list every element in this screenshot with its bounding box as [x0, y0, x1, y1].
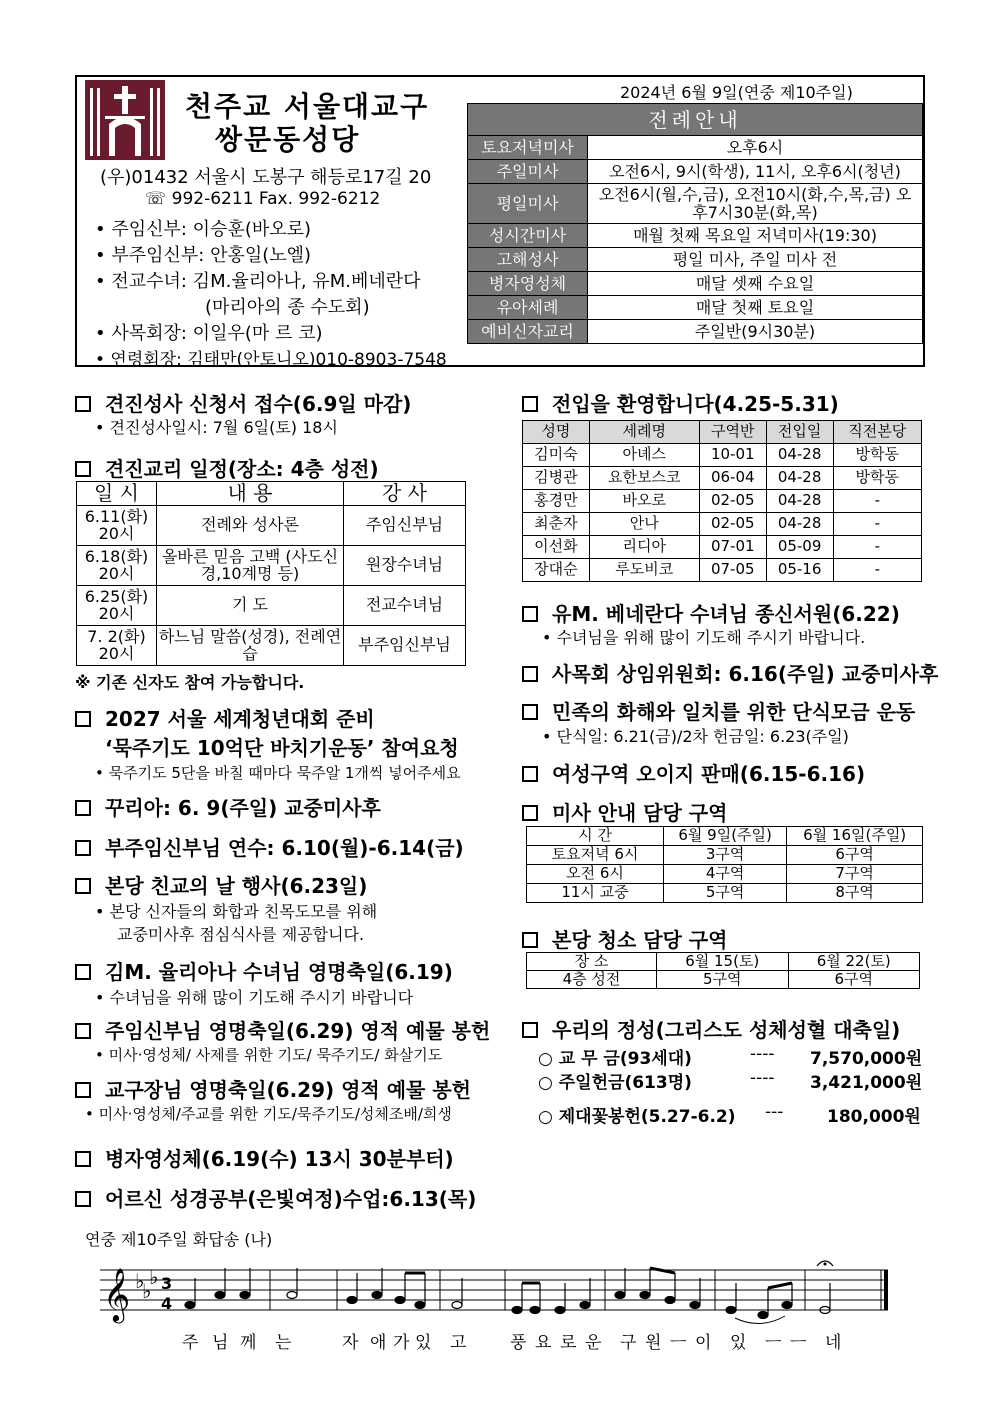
- table-header: 전입일: [766, 421, 833, 444]
- offering-dash: ---: [765, 1102, 784, 1122]
- table-header: 6월 9일(주일): [664, 827, 787, 846]
- table-header: 내 용: [157, 482, 344, 506]
- lyrics-line: [0, 1328, 992, 1352]
- table-header: 시 간: [527, 827, 664, 846]
- table-cell: 최춘자: [523, 513, 590, 536]
- checkbox-icon: [75, 711, 91, 727]
- liturgy-title: 전례안내: [468, 104, 923, 136]
- psalm-caption: 연중 제10주일 화답송 (나): [85, 1230, 273, 1249]
- table-cell: 기 도: [157, 586, 344, 626]
- table-cell: 요한보스코: [589, 467, 699, 490]
- lyric-syllable: 있: [415, 1333, 432, 1353]
- fellowship-note-1: • 본당 신자들의 화합과 친목도모를 위해: [95, 902, 378, 921]
- table-cell: 06-04: [699, 467, 766, 490]
- lyric-syllable: 주: [182, 1333, 199, 1353]
- church-name-line2: 쌍문동성당: [215, 123, 361, 156]
- section-mass-guide: 미사 안내 담당 구역: [522, 797, 727, 826]
- table-cell: 05-09: [766, 536, 833, 559]
- table-cell: 04-28: [766, 513, 833, 536]
- checkbox-icon: [522, 704, 538, 720]
- table-header: 강 사: [344, 482, 466, 506]
- table-cell: 홍경만: [523, 490, 590, 513]
- confirmation-schedule-table: [76, 481, 466, 666]
- liturgy-label: 예비신자교리: [468, 320, 588, 344]
- mass-guide-table: [526, 826, 923, 903]
- section-welcome-newcomers: 전입을 환영합니다(4.25-5.31): [522, 388, 839, 417]
- table-cell: 하느님 말씀(성경), 전례연습: [157, 626, 344, 666]
- table-cell: 토요저녁 6시: [527, 846, 664, 865]
- section-confirmation-class: 견진교리 일정(장소: 4층 성전): [75, 453, 379, 482]
- table-cell: 이선화: [523, 536, 590, 559]
- table-header: 6월 15(토): [657, 953, 789, 971]
- table-cell: 5구역: [657, 971, 789, 989]
- table-cell: 오전 6시: [527, 865, 664, 884]
- lyric-syllable: 풍: [510, 1333, 527, 1353]
- liturgy-label: 주일미사: [468, 160, 588, 184]
- pastor-feast-note: • 미사·영성체/ 사제를 위한 기도/ 묵주기도/ 화살기도: [95, 1046, 443, 1064]
- offering-label: ○ 교 무 금(93세대): [538, 1049, 692, 1069]
- table-cell: 김미숙: [523, 444, 590, 467]
- checkbox-icon: [75, 396, 91, 412]
- section-council-meeting: 사목회 상임위원회: 6.16(주일) 교중미사후: [522, 658, 938, 687]
- staff-associate: • 부주임신부: 안홍일(노엘): [95, 245, 312, 266]
- liturgy-value: 평일 미사, 주일 미사 전: [588, 248, 923, 272]
- checkbox-icon: [522, 766, 538, 782]
- table-cell: 11시 교중: [527, 884, 664, 903]
- offering-amount: 180,000원: [827, 1107, 921, 1127]
- liturgy-value: 매월 첫째 목요일 저녁미사(19:30): [588, 224, 923, 248]
- lyric-syllable: 애: [370, 1333, 387, 1353]
- section-wyd: 2027 서울 세계청년대회 준비: [75, 703, 375, 732]
- liturgy-value: 오전6시(월,수,금), 오전10시(화,수,목,금) 오후7시30분(화,목): [588, 184, 923, 224]
- liturgy-label: 고해성사: [468, 248, 588, 272]
- section-sister-vows: 유M. 베네란다 수녀님 종신서원(6.22): [522, 598, 900, 627]
- church-name-line1: 천주교 서울대교구: [185, 90, 430, 123]
- liturgy-value: 매달 셋째 수요일: [588, 272, 923, 296]
- bishop-feast-note: • 미사·영성체/주교를 위한 기도/묵주기도/성체조배/희생: [85, 1105, 452, 1123]
- table-header: 구역반: [699, 421, 766, 444]
- table-cell: 루도비코: [589, 559, 699, 582]
- table-cell: 6.25(화) 20시: [77, 586, 157, 626]
- lyric-syllable: 자: [342, 1333, 359, 1353]
- staff-order: (마리아의 종 수도회): [205, 297, 370, 318]
- liturgy-label: 유아세례: [468, 296, 588, 320]
- liturgy-value: 주일반(9시30분): [588, 320, 923, 344]
- lyric-syllable: 네: [825, 1333, 842, 1353]
- lyric-syllable: 가: [393, 1333, 410, 1353]
- liturgy-table: [467, 103, 923, 344]
- table-cell: 04-28: [766, 444, 833, 467]
- lyric-syllable: 있: [730, 1333, 747, 1353]
- table-header: 6월 22(토): [788, 953, 920, 971]
- lyric-syllable: 는: [275, 1333, 292, 1353]
- table-header: 세례명: [589, 421, 699, 444]
- confirmation-date: • 견진성사일시: 7월 6일(토) 18시: [95, 418, 338, 437]
- section-bishop-feast: 교구장님 영명축일(6.29) 영적 예물 봉헌: [75, 1074, 471, 1103]
- table-cell: 리디아: [589, 536, 699, 559]
- lyric-syllable: 로: [560, 1333, 577, 1353]
- section-pastor-feast: 주임신부님 영명축일(6.29) 영적 예물 봉헌: [75, 1015, 490, 1044]
- table-cell: 방학동: [833, 467, 921, 490]
- section-fasting-campaign: 민족의 화해와 일치를 위한 단식모금 운동: [522, 696, 915, 725]
- section-sick-communion: 병자영성체(6.19(수) 13시 30분부터): [75, 1143, 454, 1172]
- table-cell: 바오로: [589, 490, 699, 513]
- cleaning-table: [526, 952, 920, 989]
- section-cleaning: 본당 청소 담당 구역: [522, 924, 727, 953]
- section-bible-study: 어르신 성경공부(은빛여정)수업:6.13(목): [75, 1183, 476, 1212]
- table-cell: -: [833, 536, 921, 559]
- table-cell: 주임신부님: [344, 506, 466, 546]
- newcomers-table: [522, 420, 922, 582]
- table-cell: 05-16: [766, 559, 833, 582]
- section-associate-training: 부주임신부님 연수: 6.10(월)-6.14(금): [75, 832, 464, 861]
- checkbox-icon: [75, 800, 91, 816]
- offering-amount: 3,421,000원: [810, 1073, 923, 1093]
- checkbox-icon: [522, 932, 538, 948]
- table-cell: 방학동: [833, 444, 921, 467]
- table-cell: 6.11(화) 20시: [77, 506, 157, 546]
- table-header: 장 소: [527, 953, 657, 971]
- sister-vows-note: • 수녀님을 위해 많이 기도해 주시기 바랍니다.: [542, 628, 866, 647]
- offering-amount: 7,570,000원: [810, 1049, 923, 1069]
- table-cell: 02-05: [699, 513, 766, 536]
- table-cell: -: [833, 559, 921, 582]
- treble-clef-icon: 𝄞: [103, 1267, 131, 1321]
- flat-icon: ♭: [149, 1265, 159, 1289]
- table-cell: -: [833, 513, 921, 536]
- table-cell: 전례와 성사론: [157, 506, 344, 546]
- table-cell: 4층 성전: [527, 971, 657, 989]
- table-cell: 8구역: [787, 884, 923, 903]
- table-header: 직전본당: [833, 421, 921, 444]
- table-cell: 6.18(화) 20시: [77, 546, 157, 586]
- table-header: 성명: [523, 421, 590, 444]
- table-cell: 7. 2(화) 20시: [77, 626, 157, 666]
- offering-label: ○ 주일헌금(613명): [538, 1073, 692, 1093]
- checkbox-icon: [522, 1022, 538, 1038]
- table-cell: 07-01: [699, 536, 766, 559]
- time-sig-top: 3: [161, 1274, 173, 1293]
- lyric-syllable: ㅡ: [790, 1333, 807, 1353]
- section-sister-feast: 김M. 율리아나 수녀님 영명축일(6.19): [75, 956, 453, 985]
- lyric-syllable: ㅡ: [670, 1333, 687, 1353]
- table-header: 6월 16일(주일): [787, 827, 923, 846]
- table-header: 일 시: [77, 482, 157, 506]
- section-offerings: 우리의 정성(그리스도 성체성혈 대축일): [522, 1014, 900, 1043]
- table-cell: 원장수녀님: [344, 546, 466, 586]
- lyric-syllable: 원: [645, 1333, 662, 1353]
- checkbox-icon: [75, 1191, 91, 1207]
- table-cell: 올바른 믿음 고백 (사도신경,10계명 등): [157, 546, 344, 586]
- offering-label: ○ 제대꽃봉헌(5.27-6.2): [538, 1107, 736, 1127]
- lyric-syllable: 께: [240, 1333, 257, 1353]
- liturgy-value: 오전6시, 9시(학생), 11시, 오후6시(청년): [588, 160, 923, 184]
- liturgy-label: 토요저녁미사: [468, 136, 588, 160]
- checkbox-icon: [75, 1023, 91, 1039]
- checkbox-icon: [75, 878, 91, 894]
- table-cell: 07-05: [699, 559, 766, 582]
- table-cell: 6구역: [787, 846, 923, 865]
- sister-feast-note: • 수녀님을 위해 많이 기도해 주시기 바랍니다: [95, 988, 414, 1007]
- liturgy-label: 성시간미사: [468, 224, 588, 248]
- table-cell: 5구역: [664, 884, 787, 903]
- table-cell: 3구역: [664, 846, 787, 865]
- checkbox-icon: [522, 805, 538, 821]
- lyric-syllable: 이: [695, 1333, 712, 1353]
- offering-dash: ----: [750, 1068, 775, 1088]
- table-cell: 04-28: [766, 467, 833, 490]
- table-cell: 4구역: [664, 865, 787, 884]
- table-cell: 아녜스: [589, 444, 699, 467]
- liturgy-label: 병자영성체: [468, 272, 588, 296]
- lyric-syllable: 고: [450, 1333, 467, 1353]
- confirmation-note: ※ 기존 신자도 참여 가능합니다.: [75, 673, 305, 692]
- lyric-syllable: ㅡ: [765, 1333, 782, 1353]
- table-cell: 04-28: [766, 490, 833, 513]
- lyric-syllable: 구: [620, 1333, 637, 1353]
- section-confirmation-application: 견진성사 신청서 접수(6.9일 마감): [75, 388, 411, 417]
- checkbox-icon: [75, 1151, 91, 1167]
- checkbox-icon: [522, 606, 538, 622]
- time-sig-bottom: 4: [161, 1294, 173, 1313]
- wyd-rosary-campaign: ‘묵주기도 10억단 바치기운동’ 참여요청: [105, 736, 459, 760]
- lyric-syllable: 운: [585, 1333, 602, 1353]
- table-cell: 02-05: [699, 490, 766, 513]
- table-cell: 김병관: [523, 467, 590, 490]
- checkbox-icon: [75, 1082, 91, 1098]
- table-cell: 6구역: [788, 971, 920, 989]
- fellowship-note-2: 교중미사후 점심식사를 제공합니다.: [117, 925, 365, 944]
- table-cell: 10-01: [699, 444, 766, 467]
- checkbox-icon: [75, 964, 91, 980]
- table-cell: 안나: [589, 513, 699, 536]
- music-notes: [185, 1268, 830, 1319]
- liturgy-value: 매달 첫째 토요일: [588, 296, 923, 320]
- table-cell: 장대순: [523, 559, 590, 582]
- checkbox-icon: [75, 461, 91, 477]
- flat-icon: ♭: [135, 1269, 145, 1293]
- section-curia: 꾸리아: 6. 9(주일) 교중미사후: [75, 792, 381, 821]
- liturgy-label: 평일미사: [468, 184, 588, 224]
- bulletin-date: 2024년 6월 9일(연중 제10주일): [620, 83, 853, 102]
- section-pickle-sale: 여성구역 오이지 판매(6.15-6.16): [522, 758, 865, 787]
- checkbox-icon: [75, 840, 91, 856]
- lyric-syllable: 님: [212, 1333, 229, 1353]
- staff-pastor: • 주임신부: 이승훈(바오로): [95, 219, 312, 240]
- staff-sisters: • 전교수녀: 김M.율리아나, 유M.베네란다: [95, 271, 421, 292]
- liturgy-value: 오후6시: [588, 136, 923, 160]
- offering-dash: ----: [750, 1044, 775, 1064]
- phone: ☏ 992-6211 Fax. 992-6212: [145, 189, 381, 209]
- staff-funeral: • 연령회장: 김태만(안토니오)010-8903-7548: [95, 350, 447, 370]
- staff-council: • 사목회장: 이일우(마 르 코): [95, 323, 323, 344]
- section-fellowship-day: 본당 친교의 날 행사(6.23일): [75, 870, 367, 899]
- table-cell: 부주임신부님: [344, 626, 466, 666]
- checkbox-icon: [522, 396, 538, 412]
- lyric-syllable: 요: [535, 1333, 552, 1353]
- table-cell: 7구역: [787, 865, 923, 884]
- address: (우)01432 서울시 도봉구 해등로17길 20: [100, 167, 432, 188]
- wyd-rosary-note: • 묵주기도 5단을 바칠 때마다 묵주알 1개씩 넣어주세요: [95, 764, 461, 782]
- table-cell: 전교수녀님: [344, 586, 466, 626]
- flat-icon: ♭: [142, 1279, 152, 1303]
- checkbox-icon: [522, 666, 538, 682]
- table-cell: -: [833, 490, 921, 513]
- fasting-note: • 단식일: 6.21(금)/2차 헌금일: 6.23(주일): [542, 727, 849, 746]
- church-logo: [85, 80, 165, 160]
